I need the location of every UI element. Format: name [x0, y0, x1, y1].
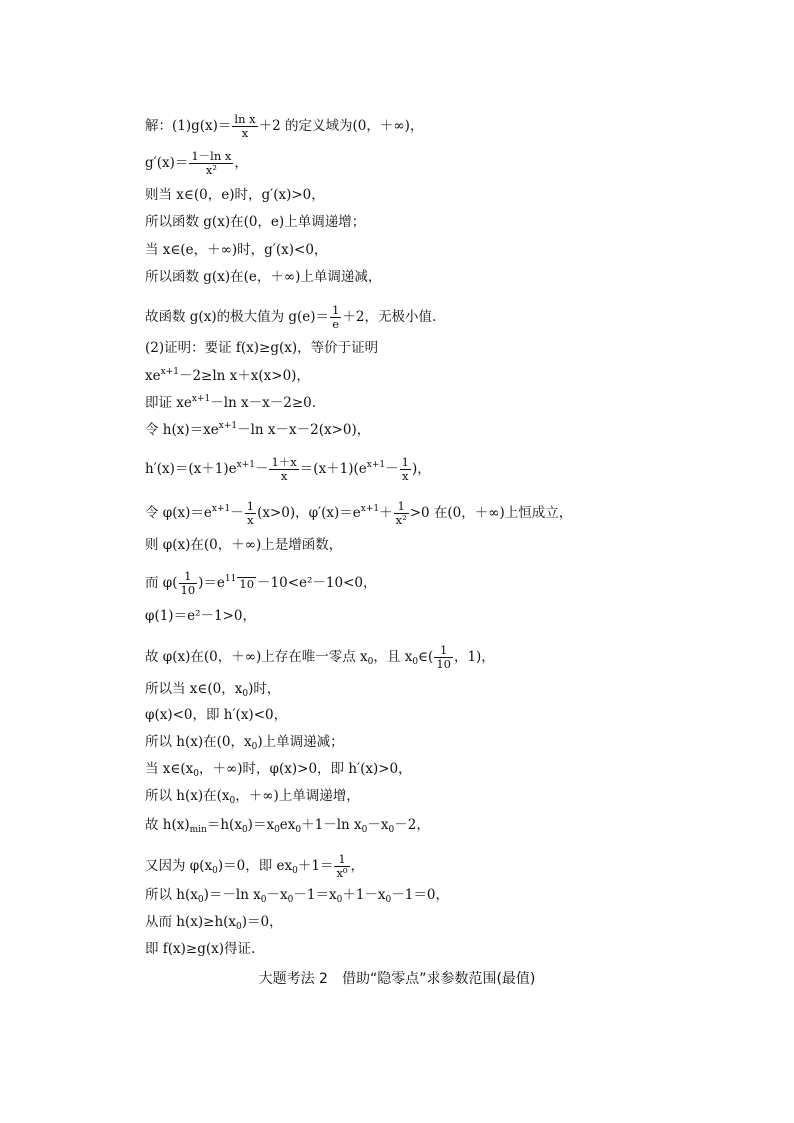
text-run: ＋2 的定义域为(0，＋∞)， — [258, 118, 424, 134]
text-run: － — [230, 505, 244, 521]
text-run: － — [385, 461, 399, 477]
text-run: ， — [234, 155, 248, 171]
numerator: 1 — [332, 303, 340, 317]
math-line — [145, 787, 360, 805]
math-line — [145, 500, 572, 527]
text-run: )， — [411, 461, 431, 477]
superscript: x+1 — [211, 504, 231, 514]
text-run: ∈( — [418, 649, 434, 665]
math-line — [145, 886, 449, 904]
math-line — [145, 733, 344, 751]
fraction — [237, 577, 256, 591]
superscript: x+1 — [360, 504, 380, 514]
text-run: －2， — [394, 817, 430, 833]
denominator: x — [280, 469, 288, 483]
superscript: x+1 — [236, 460, 255, 470]
math-line — [145, 304, 436, 331]
fraction — [189, 150, 233, 177]
fraction — [245, 500, 256, 527]
denominator: 10 — [180, 583, 196, 597]
text-run: －1＝0， — [391, 887, 449, 903]
text-run: ex — [279, 817, 296, 833]
math-line — [145, 706, 287, 724]
superscript: 11 — [224, 574, 237, 584]
text-run: －10<e²－10<0， — [257, 575, 377, 591]
text-run: 故函数 g(x)的极大值为 g(e)＝ — [145, 309, 330, 325]
superscript: x+1 — [366, 460, 386, 470]
subscript: 0 — [193, 769, 200, 779]
text-run: ，＋∞)上单调递增， — [235, 788, 360, 804]
math-line — [145, 367, 310, 385]
numerator: ln x — [234, 112, 256, 126]
math-line — [145, 241, 327, 259]
text-run: －x — [367, 817, 389, 833]
subscript: 0 — [367, 657, 374, 667]
text-run: 所以当 x∈(0，x — [145, 681, 243, 697]
numerator: 1 — [401, 455, 409, 469]
math-line — [145, 680, 280, 698]
text-run: ，且 x — [373, 649, 413, 665]
numerator: 1 — [246, 499, 255, 513]
text-run: －1＝x — [293, 887, 337, 903]
text-run: )＝x — [247, 817, 275, 833]
text-run: φ(1)＝e²－1>0， — [145, 608, 256, 624]
subscript: 0 — [287, 895, 294, 905]
text-run: － — [254, 461, 269, 477]
subscript: 0 — [336, 895, 343, 905]
text-run: g′(x)＝ — [145, 155, 189, 171]
text-run: 当 x∈(e，＋∞)时，g′(x)<0， — [145, 242, 328, 258]
denominator: x — [241, 126, 249, 140]
numerator: 1 — [334, 853, 349, 867]
fraction — [394, 500, 409, 527]
numerator: 1＋x — [271, 455, 297, 469]
text-run: ＝h(x — [206, 817, 242, 833]
math-line — [145, 268, 381, 286]
denominator: e — [332, 317, 340, 331]
superscript: x+1 — [160, 367, 179, 377]
denominator: x — [247, 513, 254, 527]
math-line — [145, 816, 430, 834]
subscript: min — [189, 825, 207, 835]
math-line — [145, 186, 325, 204]
subscript: 0 — [251, 742, 258, 752]
text-run: 即 f(x)≥g(x)得证. — [145, 941, 256, 957]
subscript: 0 — [292, 866, 298, 876]
denominator: x² — [205, 163, 217, 177]
text-run: ＋ — [379, 505, 393, 521]
text-run: )＝e — [198, 575, 225, 591]
text-run: ，1)， — [453, 649, 495, 665]
denominator: 10 — [436, 657, 451, 671]
subscript: 0 — [385, 895, 392, 905]
text-run: 而 φ( — [145, 575, 178, 591]
numerator: 1－ln x — [191, 149, 232, 163]
text-run: )＝－ln x — [203, 887, 261, 903]
text-run: 当 x∈(x — [145, 761, 194, 777]
numerator: 1 — [434, 644, 453, 658]
text-run: )上单调递减； — [257, 734, 344, 750]
denominator: x — [402, 469, 409, 483]
text-run: 又因为 φ(x — [145, 858, 213, 874]
text-run: φ(x)<0，即 h′(x)<0， — [145, 707, 288, 723]
text-run: >0 在(0，＋∞)上恒成立， — [409, 505, 573, 521]
math-line — [145, 213, 365, 231]
text-run: (2)证明：要证 f(x)≥g(x)，等价于证明 — [145, 340, 379, 356]
fraction — [232, 113, 257, 140]
math-line — [145, 644, 495, 671]
text-run: )时， — [248, 681, 281, 697]
denominator: x⁰ — [336, 866, 348, 880]
text-run: ，＋∞)时，φ(x)>0，即 h′(x)>0， — [199, 761, 412, 777]
text-run: 则 φ(x)在(0，＋∞)上是增函数， — [145, 537, 343, 553]
math-line — [145, 421, 370, 439]
text-run: 令 h(x)＝xe — [145, 422, 219, 438]
math-line — [145, 456, 431, 483]
math-line — [145, 536, 342, 554]
text-run: xe — [145, 368, 161, 384]
superscript: x+1 — [191, 394, 211, 404]
text-run: －ln x－x－2≥0. — [210, 395, 317, 411]
subscript: 0 — [236, 922, 242, 932]
math-line — [145, 394, 316, 412]
subscript: 0 — [241, 825, 248, 835]
subscript: 0 — [388, 825, 395, 835]
subscript: 0 — [242, 689, 249, 699]
section-heading: 大题考法 2 借助“隐零点”求参数范围(最值) — [258, 971, 536, 987]
math-line — [145, 940, 255, 958]
text-run: 解：(1)g(x)＝ — [145, 118, 232, 134]
fraction — [400, 456, 411, 483]
subscript: 0 — [295, 825, 302, 835]
subscript: 0 — [197, 895, 204, 905]
math-line — [145, 607, 256, 625]
text-run: －ln x－x－2(x>0)， — [237, 422, 371, 438]
text-run: ＝(x＋1)(e — [299, 461, 367, 477]
subscript: 0 — [260, 895, 267, 905]
fraction — [334, 853, 349, 880]
subscript: 0 — [412, 657, 419, 667]
fraction — [269, 456, 298, 483]
math-line — [145, 113, 423, 140]
fraction — [330, 304, 341, 331]
text-run: 所以函数 g(x)在(e，＋∞)上单调递减， — [145, 269, 382, 285]
text-run: －2≥ln x＋x(x>0)， — [178, 368, 310, 384]
text-run: 则当 x∈(0，e)时，g′(x)>0， — [145, 187, 325, 203]
denominator: 10 — [239, 576, 255, 591]
text-run: －x — [266, 887, 288, 903]
denominator: x² — [395, 513, 407, 527]
text-run: )＝0， — [241, 914, 283, 930]
text-run: 令 φ(x)＝e — [145, 505, 212, 521]
fraction — [179, 570, 198, 597]
text-run: ＋1＝ — [297, 858, 334, 874]
text-run: ， — [350, 858, 365, 874]
math-line — [145, 570, 377, 597]
numerator: 1 — [179, 570, 198, 584]
math-line — [145, 913, 283, 931]
text-run: 所以 h(x)在(x — [145, 788, 230, 804]
math-line — [145, 853, 364, 880]
subscript: 0 — [212, 866, 218, 876]
text-run: 故 φ(x)在(0，＋∞)上存在唯一零点 x — [145, 649, 368, 665]
fraction — [434, 644, 453, 671]
superscript: x+1 — [218, 421, 238, 431]
text-run: (x>0)，φ′(x)＝e — [257, 505, 361, 521]
text-run: 即证 xe — [145, 395, 192, 411]
text-run: ＋1－ln x — [301, 817, 362, 833]
text-run: 所以函数 g(x)在(0，e)上单调递增； — [145, 214, 366, 230]
text-run: ＋1－x — [342, 887, 386, 903]
math-line — [145, 150, 248, 177]
text-run: ＋2，无极小值. — [342, 309, 437, 325]
subscript: 0 — [274, 825, 280, 835]
text-run: h′(x)＝(x＋1)e — [145, 461, 237, 477]
subscript: 0 — [361, 825, 368, 835]
math-line — [145, 339, 378, 357]
text-run: 从而 h(x)≥h(x — [145, 914, 237, 930]
text-run: 故 h(x) — [145, 817, 190, 833]
text-run: )＝0，即 ex — [217, 858, 293, 874]
text-run: 所以 h(x — [145, 887, 198, 903]
subscript: 0 — [229, 796, 236, 806]
numerator: 1 — [394, 500, 409, 514]
text-run: 所以 h(x)在(0，x — [145, 734, 252, 750]
math-line — [145, 760, 412, 778]
